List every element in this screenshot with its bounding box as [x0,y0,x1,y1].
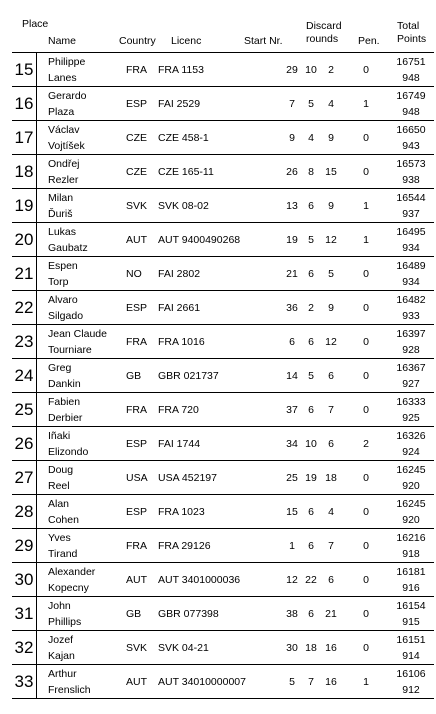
place-number: 32 [12,631,37,664]
discard-round-1: 10 [305,64,317,76]
discard-round-2: 9 [328,302,334,314]
discard-round-2: 5 [328,268,334,280]
place-number: 25 [12,393,37,426]
score-points: 948 [402,72,420,84]
first-name: Jozef [48,634,74,646]
place-number: 18 [12,155,37,188]
start-number: 29 [286,64,298,76]
discard-round-2: 7 [328,540,334,552]
country-code: AUT [126,676,147,688]
total-points: 16489 [396,260,426,272]
start-number: 12 [286,574,298,586]
penalty: 0 [363,64,369,76]
last-name: Dankin [48,378,81,390]
country-code: FRA [126,64,147,76]
total-points: 16216 [396,532,426,544]
table-row [12,664,434,699]
discard-round-2: 16 [325,642,337,654]
licence-number: GBR 021737 [158,370,219,382]
total-points: 16749 [396,90,426,102]
total-points: 16495 [396,226,426,238]
header-name: Name [48,35,77,47]
discard-round-2: 2 [328,64,334,76]
discard-round-1: 19 [305,472,317,484]
licence-number: FAI 2802 [158,268,201,280]
licence-number: SVK 04-21 [158,642,209,654]
table-row [12,562,434,596]
total-points: 16151 [396,634,426,646]
country-code: CZE [126,166,147,178]
discard-round-1: 5 [308,370,314,382]
penalty: 0 [363,574,369,586]
last-name: Rezler [48,174,79,186]
first-name: Iñaki [48,430,71,442]
place-number: 27 [12,461,37,494]
start-number: 34 [286,438,298,450]
score-points: 927 [402,378,420,390]
country-code: SVK [126,642,148,654]
place-number: 22 [12,291,37,324]
last-name: Derbier [48,412,83,424]
place-number: 17 [12,121,37,154]
discard-round-1: 5 [308,98,314,110]
first-name: Greg [48,362,72,374]
licence-number: FAI 1744 [158,438,201,450]
score-points: 928 [402,344,420,356]
last-name: Gaubatz [48,242,88,254]
first-name: Arthur [48,668,77,680]
start-number: 13 [286,200,298,212]
licence-number: CZE 458-1 [158,132,209,144]
licence-number: GBR 077398 [158,608,219,620]
penalty: 1 [363,200,369,212]
total-points: 16326 [396,430,426,442]
table-row [12,494,434,528]
penalty: 2 [363,438,369,450]
discard-round-2: 12 [325,234,337,246]
table-row [12,528,434,562]
start-number: 30 [286,642,298,654]
start-number: 15 [286,506,298,518]
discard-round-1: 10 [305,438,317,450]
header-discard-line2: rounds [306,33,339,45]
licence-number: AUT 34010000007 [158,676,246,688]
discard-round-1: 22 [305,574,317,586]
header-start-nr: Start Nr. [244,35,283,47]
start-number: 9 [289,132,295,144]
last-name: Tirand [48,548,78,560]
discard-round-1: 2 [308,302,314,314]
licence-number: FRA 1153 [158,64,204,76]
header-licence: Licenc [171,35,202,47]
start-number: 37 [286,404,298,416]
results-table [12,52,434,699]
first-name: Lukas [48,226,77,238]
place-number: 21 [12,257,37,290]
first-name: Espen [48,260,78,272]
last-name: Elizondo [48,446,89,458]
total-points: 16367 [396,362,426,374]
score-points: 938 [402,174,420,186]
score-points: 925 [402,412,420,424]
first-name: Milan [48,192,74,204]
discard-round-2: 16 [325,676,337,688]
last-name: Kopecny [48,582,89,594]
table-row [12,426,434,460]
score-points: 912 [402,684,420,696]
penalty: 0 [363,370,369,382]
penalty: 0 [363,302,369,314]
table-row [12,222,434,256]
total-points: 16482 [396,294,426,306]
score-points: 937 [402,208,420,220]
country-code: GB [126,370,142,382]
first-name: Alexander [48,566,96,578]
place-number: 16 [12,87,37,120]
table-row [12,154,434,188]
first-name: Yves [48,532,71,544]
discard-round-1: 6 [308,200,314,212]
table-row [12,188,434,222]
discard-round-1: 18 [305,642,317,654]
discard-round-2: 6 [328,438,334,450]
penalty: 1 [363,234,369,246]
penalty: 0 [363,608,369,620]
score-points: 934 [402,242,420,254]
country-code: FRA [126,336,147,348]
discard-round-1: 4 [308,132,314,144]
total-points: 16245 [396,498,426,510]
discard-round-1: 6 [308,608,314,620]
score-points: 920 [402,480,420,492]
discard-round-1: 6 [308,268,314,280]
discard-round-2: 15 [325,166,337,178]
score-points: 934 [402,276,420,288]
total-points: 16181 [396,566,426,578]
discard-round-1: 5 [308,234,314,246]
discard-round-1: 6 [308,336,314,348]
place-number: 33 [12,665,37,698]
last-name: Phillips [48,616,82,628]
last-name: Kajan [48,650,75,662]
licence-number: FRA 29126 [158,540,211,552]
place-number: 29 [12,529,37,562]
place-number: 30 [12,563,37,596]
country-code: FRA [126,540,147,552]
score-points: 916 [402,582,420,594]
place-number: 24 [12,359,37,392]
total-points: 16397 [396,328,426,340]
table-row [12,596,434,630]
total-points: 16245 [396,464,426,476]
score-points: 915 [402,616,420,628]
licence-number: FAI 2661 [158,302,201,314]
score-points: 933 [402,310,420,322]
country-code: FRA [126,404,147,416]
total-points: 16333 [396,396,426,408]
penalty: 1 [363,676,369,688]
first-name: Philippe [48,56,86,68]
header-penalty: Pen. [358,35,380,47]
penalty: 0 [363,642,369,654]
licence-number: FRA 720 [158,404,199,416]
last-name: Lanes [48,72,77,84]
licence-number: USA 452197 [158,472,217,484]
first-name: Václav [48,124,80,136]
penalty: 1 [363,98,369,110]
last-name: Cohen [48,514,79,526]
last-name: Ďuriš [48,208,73,220]
discard-round-1: 6 [308,506,314,518]
start-number: 38 [286,608,298,620]
country-code: AUT [126,574,147,586]
last-name: Silgado [48,310,84,322]
country-code: ESP [126,506,148,518]
start-number: 6 [289,336,295,348]
last-name: Frenslich [48,684,91,696]
header-place: Place [22,18,49,30]
table-row [12,52,434,86]
country-code: CZE [126,132,147,144]
start-number: 5 [289,676,295,688]
total-points: 16544 [396,192,426,204]
total-points: 16751 [396,56,426,68]
licence-number: FRA 1023 [158,506,205,518]
place-number: 23 [12,325,37,358]
country-code: SVK [126,200,148,212]
table-row [12,460,434,494]
last-name: Plaza [48,106,75,118]
total-points: 16154 [396,600,426,612]
country-code: ESP [126,302,148,314]
discard-round-2: 9 [328,200,334,212]
table-row [12,630,434,664]
score-points: 920 [402,514,420,526]
start-number: 21 [286,268,298,280]
licence-number: FAI 2529 [158,98,201,110]
total-points: 16573 [396,158,426,170]
penalty: 0 [363,268,369,280]
table-header [0,0,436,52]
place-number: 28 [12,495,37,528]
discard-round-1: 6 [308,540,314,552]
start-number: 19 [286,234,298,246]
licence-number: AUT 9400490268 [158,234,241,246]
first-name: Fabien [48,396,81,408]
discard-round-1: 6 [308,404,314,416]
penalty: 0 [363,132,369,144]
first-name: Alan [48,498,70,510]
table-row [12,392,434,426]
penalty: 0 [363,166,369,178]
last-name: Vojtíšek [48,140,85,152]
discard-round-2: 12 [325,336,337,348]
licence-number: FRA 1016 [158,336,205,348]
first-name: Jean Claude [48,328,107,340]
first-name: Doug [48,464,74,476]
discard-round-2: 4 [328,98,334,110]
table-row [12,256,434,290]
last-name: Torp [48,276,69,288]
discard-round-2: 6 [328,370,334,382]
country-code: USA [126,472,148,484]
discard-round-1: 7 [308,676,314,688]
last-name: Reel [48,480,70,492]
header-total-line1: Total [397,20,420,32]
total-points: 16106 [396,668,426,680]
score-points: 918 [402,548,420,560]
penalty: 0 [363,404,369,416]
place-number: 26 [12,427,37,460]
table-row [12,86,434,120]
table-row [12,120,434,154]
start-number: 7 [289,98,295,110]
discard-round-2: 9 [328,132,334,144]
start-number: 36 [286,302,298,314]
licence-number: SVK 08-02 [158,200,209,212]
penalty: 0 [363,472,369,484]
place-number: 20 [12,223,37,256]
total-points: 16650 [396,124,426,136]
discard-round-1: 8 [308,166,314,178]
header-country: Country [119,35,156,47]
country-code: ESP [126,98,148,110]
licence-number: AUT 3401000036 [158,574,241,586]
start-number: 26 [286,166,298,178]
discard-round-2: 4 [328,506,334,518]
discard-round-2: 18 [325,472,337,484]
country-code: NO [126,268,142,280]
place-number: 15 [12,53,37,86]
first-name: Gerardo [48,90,87,102]
header-discard-line1: Discard [306,20,342,32]
score-points: 914 [402,650,420,662]
discard-round-2: 6 [328,574,334,586]
start-number: 1 [289,540,295,552]
licence-number: CZE 165-11 [158,166,214,178]
discard-round-2: 21 [325,608,337,620]
place-number: 19 [12,189,37,222]
start-number: 14 [286,370,298,382]
table-row [12,324,434,358]
first-name: John [48,600,71,612]
country-code: GB [126,608,142,620]
place-number: 31 [12,597,37,630]
table-row [12,358,434,392]
table-row [12,290,434,324]
header-total-line2: Points [397,33,427,45]
score-points: 943 [402,140,420,152]
first-name: Ondřej [48,158,80,170]
discard-round-2: 7 [328,404,334,416]
first-name: Alvaro [48,294,78,306]
penalty: 0 [363,336,369,348]
last-name: Tourniare [48,344,92,356]
country-code: ESP [126,438,148,450]
country-code: AUT [126,234,147,246]
penalty: 0 [363,540,369,552]
start-number: 25 [286,472,298,484]
penalty: 0 [363,506,369,518]
score-points: 948 [402,106,420,118]
score-points: 924 [402,446,420,458]
